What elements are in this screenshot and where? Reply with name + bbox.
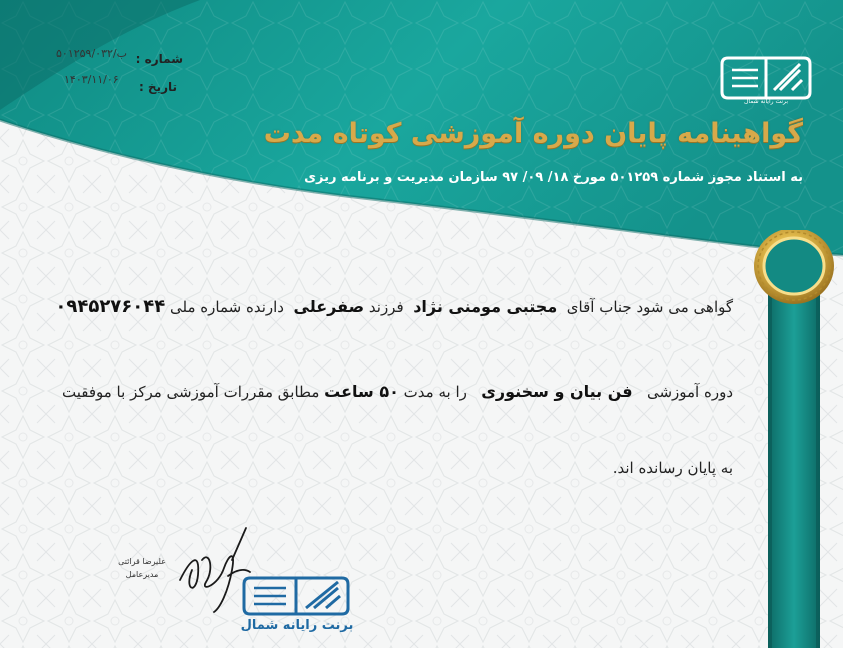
body-text: مطابق مقررات آموزشی مرکز با موفقیت [61,383,320,401]
body-line-1 [55,296,733,317]
license-subtitle: به استناد مجوز شماره ۵۰۱۲۵۹ مورخ ۱۸/ ۰۹/ ۹۷ سازمان مدیریت و برنامه ریزی [304,170,803,185]
brand-logo-bottom-caption: برنت رایانه شمال [240,618,354,633]
brand-logo-caption: برنت رایانه شمال [744,98,788,105]
body-text: را به مدت [403,383,467,401]
father-name: صفرعلی [293,297,365,316]
course-name: فن بیان و سخنوری [481,382,633,401]
brand-logo-bottom-icon [238,574,354,622]
number-label: شماره : [135,52,183,66]
certificate-title: گواهینامه پایان دوره آموزشی کوتاه مدت [263,118,803,149]
number-value-box [56,46,127,60]
body-text: دوره آموزشی [646,383,733,401]
person-name: مجتبی مومنی نژاد [413,297,558,316]
body-line-3 [613,459,733,477]
number-value: ۵۰۱۲۵۹/۰۳۲/ب [56,47,127,60]
body-text: به پایان رسانده اند. [612,459,733,477]
date-value: ۱۴۰۳/۱۱/۰۶ [64,73,119,86]
date-label: تاریخ : [138,80,177,94]
ribbon-medal [750,230,840,648]
signatory-role: مدیرعامل [125,570,159,579]
national-id: ۰۹۴۵۲۷۶۰۴۴ [55,296,166,317]
course-duration: ۵۰ ساعت [324,382,399,401]
body-text: فرزند [368,298,404,316]
signatory-name: علیرضا قرائتی [118,557,166,566]
body-text: گواهی می شود جناب آقای [566,298,733,316]
date-value-box [64,72,119,86]
body-text: دارنده شماره ملی [170,298,284,316]
body-line-2 [62,382,733,401]
